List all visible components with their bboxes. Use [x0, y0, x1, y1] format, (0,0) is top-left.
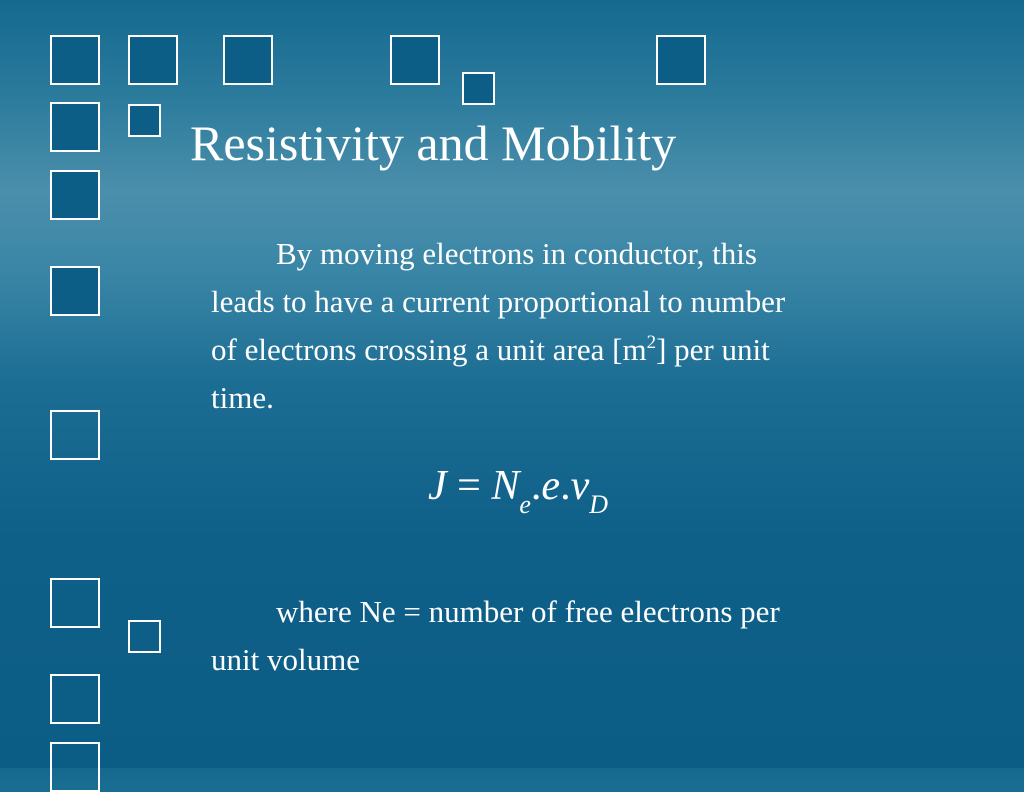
paragraph-line: By moving electrons in conductor, this — [276, 236, 757, 271]
paragraph-text: ] per unit — [656, 332, 770, 367]
decorative-square — [50, 742, 100, 792]
paragraph-line: time. — [211, 380, 274, 415]
decorative-square — [128, 35, 178, 85]
decorative-square — [128, 620, 161, 653]
decorative-square — [462, 72, 495, 105]
decorative-square — [50, 674, 100, 724]
formula-symbol: e — [541, 463, 561, 509]
formula-subscript: D — [589, 490, 608, 519]
formula-dot: . — [530, 463, 542, 509]
decorative-square — [656, 35, 706, 85]
body-paragraph-definition — [211, 588, 971, 684]
body-paragraph-current — [211, 230, 971, 422]
formula-subscript: e — [519, 490, 531, 519]
formula-symbol: N — [491, 463, 520, 509]
decorative-square — [390, 35, 440, 85]
decorative-square — [50, 170, 100, 220]
paragraph-line: where Ne = number of free electrons per — [276, 594, 780, 629]
paragraph-text: of electrons crossing a unit area [m — [211, 332, 647, 367]
formula-equals: = — [457, 463, 481, 509]
decorative-square — [50, 578, 100, 628]
paragraph-line — [211, 326, 971, 374]
formula-dot: . — [560, 463, 571, 509]
formula-symbol: J — [428, 463, 447, 509]
decorative-square — [50, 102, 100, 152]
decorative-square — [223, 35, 273, 85]
decorative-square — [50, 35, 100, 85]
decorative-square — [128, 104, 161, 137]
decorative-square — [50, 266, 100, 316]
slide-title: Resistivity and Mobility — [190, 115, 677, 171]
paragraph-line: leads to have a current proportional to number — [211, 284, 786, 319]
paragraph-line: unit volume — [211, 642, 360, 677]
superscript: 2 — [646, 332, 657, 353]
current-density-formula — [428, 456, 608, 521]
formula-symbol: v — [570, 463, 590, 509]
decorative-square — [50, 410, 100, 460]
